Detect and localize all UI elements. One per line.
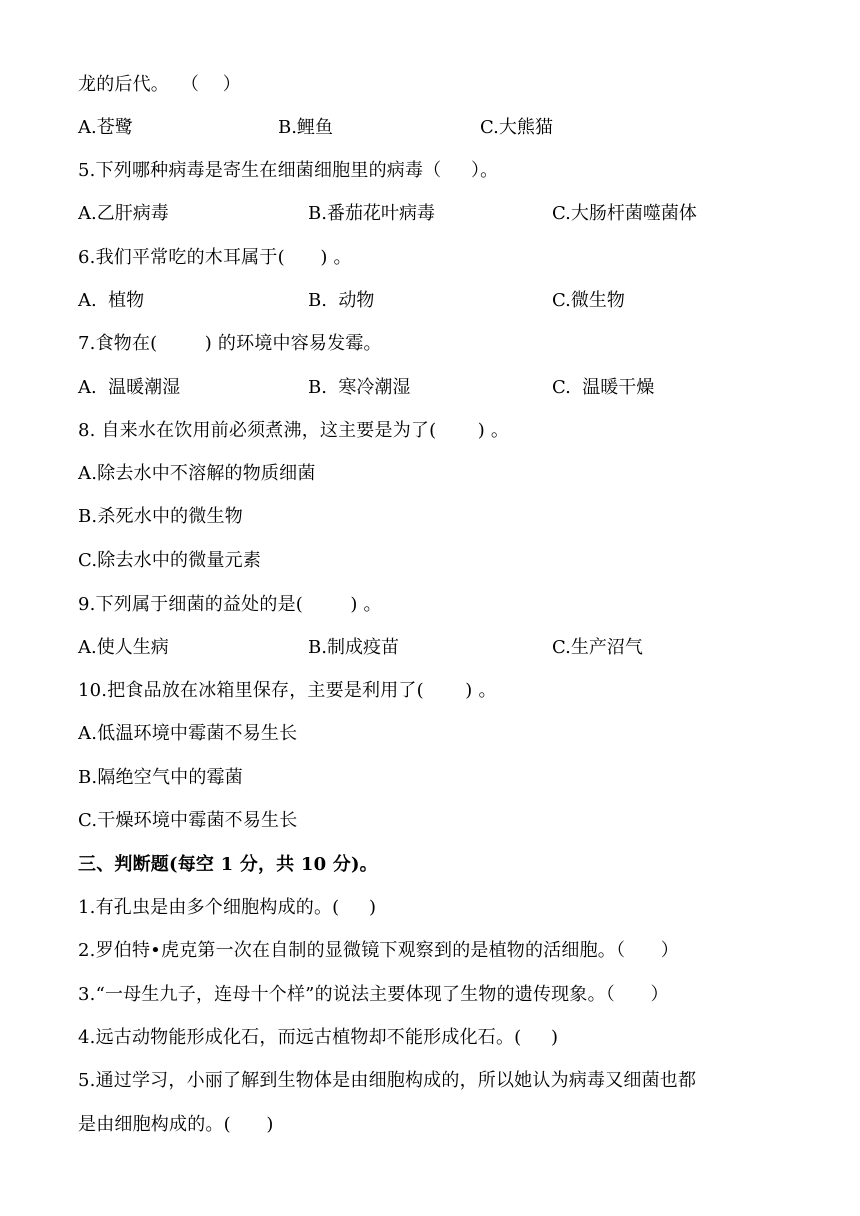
q9-stem: 9.下列属于细菌的益处的是( ) 。 — [78, 594, 382, 615]
q10-option-b: B.隔绝空气中的霉菌 — [78, 767, 243, 788]
q6-option-c: C.微生物 — [552, 290, 625, 311]
q7-option-b: B. 寒冷潮湿 — [308, 377, 411, 398]
q9-option-c: C.生产沼气 — [552, 637, 643, 658]
q7-option-c: C. 温暖干燥 — [552, 377, 655, 398]
q4-options — [78, 115, 798, 141]
q5-stem: 5.下列哪种病毒是寄生在细菌细胞里的病毒（ ）。 — [78, 160, 499, 181]
section-heading-judgement: 三、判断题(每空 1 分，共 10 分)。 — [78, 854, 378, 875]
judgement-item-2: 2.罗伯特•虎克第一次在自制的显微镜下观察到的是植物的活细胞。（ ） — [78, 940, 679, 961]
q10-stem: 10.把食品放在冰箱里保存，主要是利用了( ) 。 — [78, 680, 497, 701]
q4-option-b: B.鲤鱼 — [278, 117, 333, 138]
q7-options — [78, 375, 798, 401]
q8-option-a: A.除去水中不溶解的物质细菌 — [78, 463, 316, 484]
q8-stem: 8. 自来水在饮用前必须煮沸，这主要是为了( ) 。 — [78, 420, 510, 441]
q5-options — [78, 201, 798, 227]
q5-option-c: C.大肠杆菌噬菌体 — [552, 203, 697, 224]
q4-stem-continuation: 龙的后代。 （ ） — [78, 74, 241, 95]
q5-option-a: A.乙肝病毒 — [78, 203, 169, 224]
judgement-item-1: 1.有孔虫是由多个细胞构成的。( ) — [78, 897, 377, 918]
q6-stem: 6.我们平常吃的木耳属于( ) 。 — [78, 247, 352, 268]
judgement-item-4: 4.远古动物能形成化石，而远古植物却不能形成化石。( ) — [78, 1027, 559, 1048]
q8-option-c: C.除去水中的微量元素 — [78, 550, 262, 571]
q4-option-c: C.大熊猫 — [480, 117, 553, 138]
judgement-item-3: 3.“一母生九子，连母十个样”的说法主要体现了生物的遗传现象。（ ） — [78, 984, 669, 1005]
q9-option-b: B.制成疫苗 — [308, 637, 399, 658]
q8-option-b: B.杀死水中的微生物 — [78, 506, 243, 527]
q6-options — [78, 288, 798, 314]
q7-option-a: A. 温暖潮湿 — [78, 377, 181, 398]
q7-stem: 7.食物在( ) 的环境中容易发霉。 — [78, 333, 382, 354]
judgement-item-5-line2: 是由细胞构成的。( ) — [78, 1114, 274, 1135]
q6-option-b: B. 动物 — [308, 290, 375, 311]
q6-option-a: A. 植物 — [78, 290, 145, 311]
judgement-item-5-line1: 5.通过学习，小丽了解到生物体是由细胞构成的，所以她认为病毒又细菌也都 — [78, 1070, 697, 1091]
q10-option-c: C.干燥环境中霉菌不易生长 — [78, 810, 298, 831]
q10-option-a: A.低温环境中霉菌不易生长 — [78, 723, 298, 744]
q9-options — [78, 635, 798, 661]
q5-option-b: B.番茄花叶病毒 — [308, 203, 435, 224]
q4-option-a: A.苍鹭 — [78, 117, 133, 138]
q9-option-a: A.使人生病 — [78, 637, 169, 658]
